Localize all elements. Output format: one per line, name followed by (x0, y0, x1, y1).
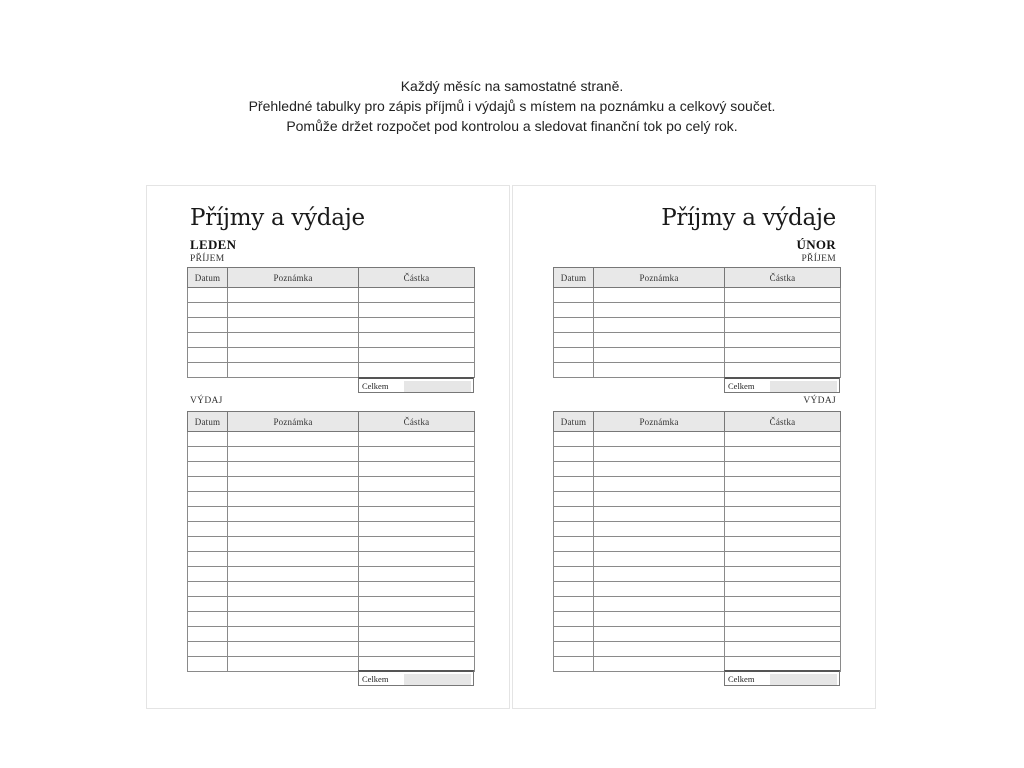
table-row (554, 462, 841, 477)
cell-note[interactable] (594, 348, 725, 363)
table-row (188, 612, 475, 627)
cell-amount[interactable] (359, 552, 475, 567)
cell-note[interactable] (594, 333, 725, 348)
cell-date[interactable] (554, 348, 594, 363)
table-row (188, 363, 475, 378)
page-february (512, 185, 876, 709)
table-row (188, 627, 475, 642)
column-header-date: Datum (188, 268, 228, 288)
column-header-note: Poznámka (228, 412, 359, 432)
total-value-field[interactable] (770, 674, 837, 685)
income-table (553, 267, 841, 378)
month-label: ÚNOR (796, 237, 836, 252)
cell-note[interactable] (594, 507, 725, 522)
table-row (554, 612, 841, 627)
table-row (188, 303, 475, 318)
cell-amount[interactable] (725, 303, 841, 318)
cell-note[interactable] (228, 522, 359, 537)
cell-amount[interactable] (359, 333, 475, 348)
cell-date[interactable] (554, 507, 594, 522)
cell-amount[interactable] (725, 537, 841, 552)
cell-date[interactable] (188, 477, 228, 492)
table-row (554, 597, 841, 612)
column-header-date: Datum (188, 412, 228, 432)
total-label: Celkem (728, 381, 755, 391)
table-row (188, 333, 475, 348)
cell-date[interactable] (188, 507, 228, 522)
cell-note[interactable] (594, 657, 725, 672)
cell-amount[interactable] (725, 627, 841, 642)
column-header-amount: Částka (725, 412, 841, 432)
column-header-note: Poznámka (594, 412, 725, 432)
intro-line-3: Pomůže držet rozpočet pod kontrolou a sledovat finanční tok po celý rok. (286, 118, 738, 134)
cell-amount[interactable] (725, 552, 841, 567)
cell-date[interactable] (554, 567, 594, 582)
income-table (187, 267, 475, 378)
table-row (554, 507, 841, 522)
cell-amount[interactable] (359, 303, 475, 318)
cell-date[interactable] (554, 318, 594, 333)
cell-note[interactable] (594, 492, 725, 507)
table-row (554, 333, 841, 348)
intro-line-2: Přehledné tabulky pro zápis příjmů i výdajů s místem na poznámku a celkový součet. (248, 98, 776, 114)
cell-note[interactable] (228, 567, 359, 582)
cell-amount[interactable] (359, 363, 475, 378)
expense-table (553, 411, 841, 672)
cell-note[interactable] (594, 477, 725, 492)
cell-amount[interactable] (725, 318, 841, 333)
column-header-amount: Částka (359, 268, 475, 288)
cell-note[interactable] (228, 492, 359, 507)
cell-date[interactable] (188, 582, 228, 597)
table-row (188, 477, 475, 492)
cell-amount[interactable] (725, 333, 841, 348)
cell-amount[interactable] (725, 567, 841, 582)
table-row (554, 567, 841, 582)
cell-note[interactable] (228, 552, 359, 567)
cell-note[interactable] (228, 432, 359, 447)
income-total (724, 377, 840, 393)
table-row (188, 447, 475, 462)
cell-note[interactable] (594, 522, 725, 537)
cell-date[interactable] (554, 477, 594, 492)
cell-amount[interactable] (725, 597, 841, 612)
cell-date[interactable] (554, 333, 594, 348)
cell-note[interactable] (594, 537, 725, 552)
table-row (554, 288, 841, 303)
cell-amount[interactable] (359, 462, 475, 477)
cell-date[interactable] (554, 363, 594, 378)
cell-amount[interactable] (359, 522, 475, 537)
cell-amount[interactable] (359, 432, 475, 447)
cell-note[interactable] (228, 627, 359, 642)
cell-date[interactable] (554, 642, 594, 657)
cell-note[interactable] (594, 462, 725, 477)
column-header-amount: Částka (725, 268, 841, 288)
cell-note[interactable] (228, 582, 359, 597)
cell-amount[interactable] (725, 432, 841, 447)
cell-amount[interactable] (359, 597, 475, 612)
cell-note[interactable] (228, 318, 359, 333)
cell-date[interactable] (188, 567, 228, 582)
cell-date[interactable] (188, 303, 228, 318)
cell-date[interactable] (188, 363, 228, 378)
cell-date[interactable] (554, 537, 594, 552)
table-row (554, 318, 841, 333)
income-section-label: PŘÍJEM (801, 254, 836, 264)
expense-section-label: VÝDAJ (803, 396, 836, 406)
cell-date[interactable] (188, 348, 228, 363)
cell-amount[interactable] (725, 522, 841, 537)
cell-amount[interactable] (359, 492, 475, 507)
table-row (554, 348, 841, 363)
cell-date[interactable] (188, 537, 228, 552)
month-label: LEDEN (190, 237, 237, 252)
table-row (554, 303, 841, 318)
cell-date[interactable] (554, 627, 594, 642)
cell-amount[interactable] (359, 567, 475, 582)
page-title: Příjmy a výdaje (661, 205, 836, 231)
cell-date[interactable] (188, 522, 228, 537)
cell-note[interactable] (228, 363, 359, 378)
cell-date[interactable] (554, 492, 594, 507)
table-row (188, 597, 475, 612)
cell-date[interactable] (554, 612, 594, 627)
expense-total (724, 670, 840, 686)
cell-note[interactable] (228, 597, 359, 612)
table-row (188, 642, 475, 657)
table-row (554, 363, 841, 378)
total-label: Celkem (728, 674, 755, 684)
table-row (188, 318, 475, 333)
cell-note[interactable] (594, 303, 725, 318)
cell-date[interactable] (188, 318, 228, 333)
table-row (188, 348, 475, 363)
cell-amount[interactable] (359, 612, 475, 627)
cell-date[interactable] (554, 432, 594, 447)
expense-table (187, 411, 475, 672)
cell-amount[interactable] (359, 507, 475, 522)
cell-date[interactable] (554, 447, 594, 462)
intro-text (0, 76, 1024, 136)
cell-note[interactable] (228, 477, 359, 492)
cell-note[interactable] (228, 507, 359, 522)
cell-amount[interactable] (725, 582, 841, 597)
expense-section-label: VÝDAJ (190, 396, 223, 406)
cell-note[interactable] (228, 612, 359, 627)
cell-note[interactable] (594, 552, 725, 567)
table-row (188, 432, 475, 447)
cell-amount[interactable] (725, 363, 841, 378)
page-title: Příjmy a výdaje (190, 205, 365, 231)
table-row (554, 477, 841, 492)
intro-line-1: Každý měsíc na samostatné straně. (400, 78, 624, 94)
column-header-note: Poznámka (228, 268, 359, 288)
cell-date[interactable] (188, 627, 228, 642)
cell-amount[interactable] (359, 582, 475, 597)
cell-note[interactable] (594, 612, 725, 627)
table-row (188, 507, 475, 522)
expense-total (358, 670, 474, 686)
table-row (554, 447, 841, 462)
cell-amount[interactable] (725, 507, 841, 522)
cell-note[interactable] (228, 303, 359, 318)
cell-date[interactable] (188, 447, 228, 462)
cell-note[interactable] (594, 642, 725, 657)
cell-note[interactable] (594, 363, 725, 378)
cell-date[interactable] (554, 582, 594, 597)
cell-date[interactable] (554, 288, 594, 303)
cell-note[interactable] (228, 333, 359, 348)
cell-amount[interactable] (725, 288, 841, 303)
cell-note[interactable] (594, 567, 725, 582)
page-january (146, 185, 510, 709)
cell-note[interactable] (594, 597, 725, 612)
cell-date[interactable] (554, 552, 594, 567)
cell-amount[interactable] (359, 477, 475, 492)
cell-note[interactable] (228, 348, 359, 363)
table-row (554, 537, 841, 552)
cell-date[interactable] (554, 303, 594, 318)
column-header-note: Poznámka (594, 268, 725, 288)
cell-date[interactable] (188, 462, 228, 477)
table-row (554, 582, 841, 597)
table-row (188, 552, 475, 567)
total-value-field[interactable] (404, 381, 471, 392)
table-row (188, 567, 475, 582)
cell-date[interactable] (188, 597, 228, 612)
cell-amount[interactable] (359, 642, 475, 657)
cell-amount[interactable] (359, 288, 475, 303)
cell-date[interactable] (188, 642, 228, 657)
column-header-amount: Částka (359, 412, 475, 432)
table-row (554, 627, 841, 642)
cell-note[interactable] (228, 288, 359, 303)
column-header-date: Datum (554, 412, 594, 432)
table-row (554, 552, 841, 567)
cell-note[interactable] (594, 627, 725, 642)
cell-amount[interactable] (359, 627, 475, 642)
cell-amount[interactable] (725, 492, 841, 507)
cell-note[interactable] (594, 447, 725, 462)
cell-note[interactable] (594, 318, 725, 333)
cell-date[interactable] (554, 657, 594, 672)
cell-date[interactable] (188, 288, 228, 303)
income-section-label: PŘÍJEM (190, 254, 225, 264)
cell-amount[interactable] (725, 642, 841, 657)
cell-date[interactable] (188, 612, 228, 627)
cell-date[interactable] (188, 492, 228, 507)
planner-spread (146, 185, 878, 709)
table-row (188, 582, 475, 597)
cell-note[interactable] (228, 462, 359, 477)
table-row (188, 462, 475, 477)
cell-note[interactable] (594, 432, 725, 447)
cell-date[interactable] (188, 333, 228, 348)
column-header-date: Datum (554, 268, 594, 288)
table-row (554, 492, 841, 507)
cell-amount[interactable] (359, 447, 475, 462)
cell-amount[interactable] (359, 348, 475, 363)
total-label: Celkem (362, 674, 389, 684)
table-row (188, 522, 475, 537)
cell-date[interactable] (188, 657, 228, 672)
table-row (554, 432, 841, 447)
cell-note[interactable] (594, 582, 725, 597)
cell-date[interactable] (554, 597, 594, 612)
cell-date[interactable] (554, 522, 594, 537)
cell-amount[interactable] (725, 477, 841, 492)
total-value-field[interactable] (404, 674, 471, 685)
cell-note[interactable] (594, 288, 725, 303)
table-row (554, 642, 841, 657)
total-label: Celkem (362, 381, 389, 391)
cell-amount[interactable] (725, 612, 841, 627)
cell-amount[interactable] (725, 348, 841, 363)
cell-amount[interactable] (359, 537, 475, 552)
cell-date[interactable] (554, 462, 594, 477)
cell-note[interactable] (228, 657, 359, 672)
cell-note[interactable] (228, 537, 359, 552)
total-value-field[interactable] (770, 381, 837, 392)
table-row (188, 537, 475, 552)
table-row (554, 522, 841, 537)
cell-date[interactable] (188, 432, 228, 447)
table-row (188, 492, 475, 507)
cell-date[interactable] (188, 552, 228, 567)
table-row (188, 288, 475, 303)
cell-amount[interactable] (725, 462, 841, 477)
income-total (358, 377, 474, 393)
cell-amount[interactable] (359, 318, 475, 333)
cell-note[interactable] (228, 642, 359, 657)
cell-amount[interactable] (725, 447, 841, 462)
cell-note[interactable] (228, 447, 359, 462)
